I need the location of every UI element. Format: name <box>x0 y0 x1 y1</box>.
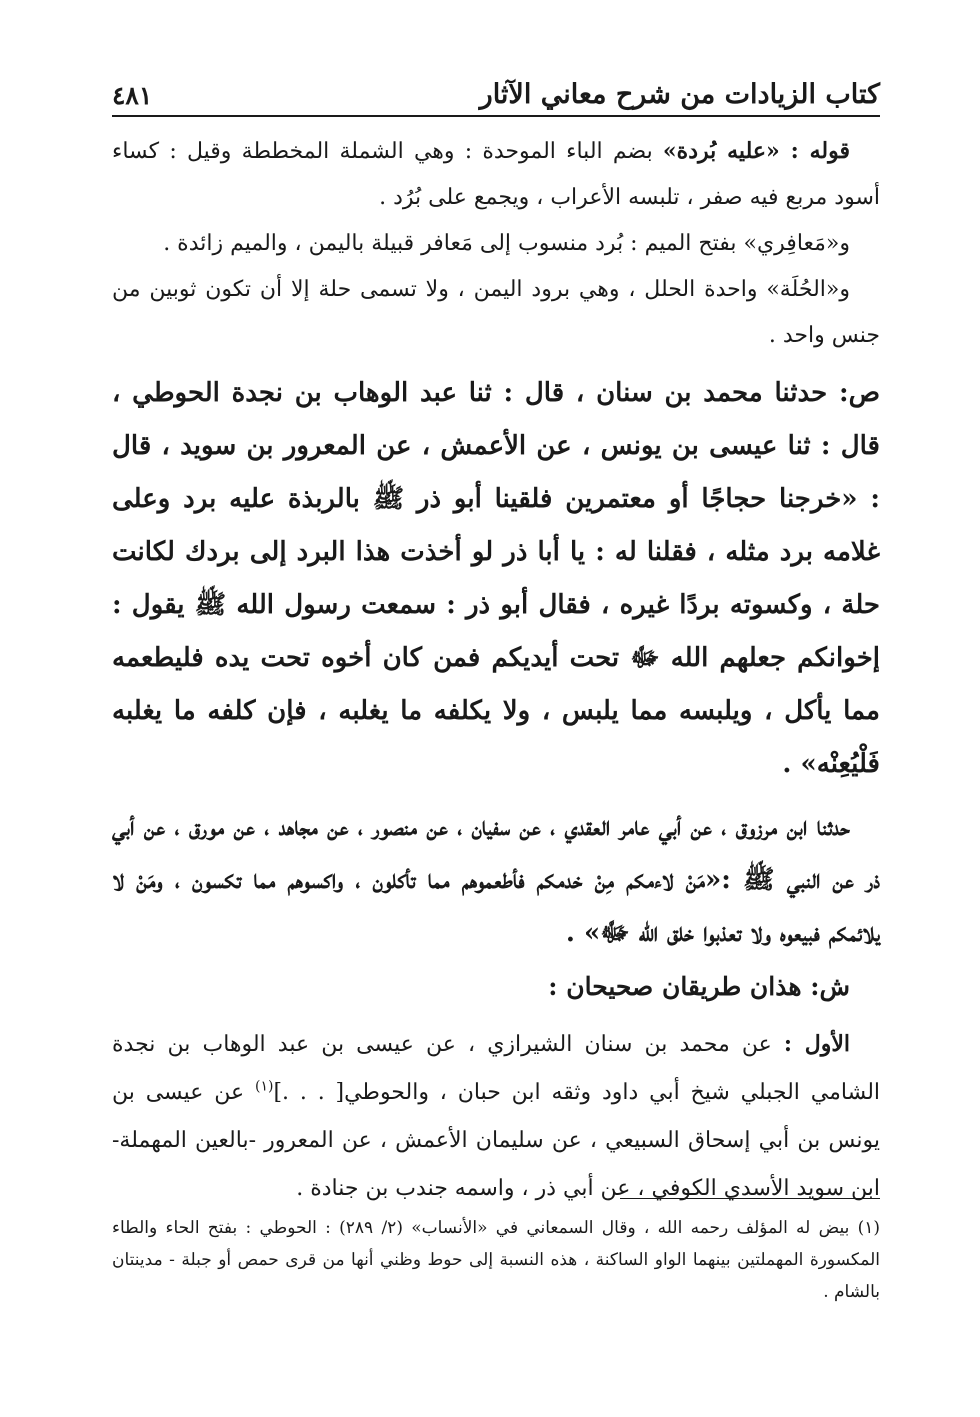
commentary-text-a: عن محمد بن سنان الشيرازي ، عن عيسى بن عبد الوهاب بن نجدة الشامي الجبلي شيخ أبي داود وثقه ابن حبان ، والحوطي[ . . .] <box>112 1032 881 1105</box>
commentary-text-b: عن عيسى بن يونس بن أبي إسحاق السبيعي ، عن سليمان الأعمش ، عن المعرور -بالعين المهملة- ابن سويد الأسدي الكوفي ، عن أبي ذر ، واسمه جندب بن جنادة . <box>112 1080 880 1201</box>
hadith-text-1: ص: حدثنا محمد بن سنان ، قال : ثنا عبد الوهاب بن نجدة الحوطي ، قال : ثنا عيسى بن يونس ، عن الأعمش ، عن المعرور بن سويد ، قال : «خرجنا حجاجًا أو معتمرين فلقينا أبو ذر ﷺ بالربذة عليه برد وعلى غلامه برد مثله ، فقلنا له : يا أبا ذر لو أخذت هذا البرد إلى بردك لكانت حلة ، وكسوته بردًا غيره ، فقال أبو ذر : سمعت رسول الله ﷺ يقول : إخوانكم جعلهم الله ﷻ تحت أيديكم فمن كان أخوه تحت يده فليطعمه مما يأكل ، ويلبسه مما يلبس ، ولا يكلفه ما يغلبه ، فإن كلفه ما يغلبه فَلْيُعِنْه» . <box>112 378 880 779</box>
footnote-reference[interactable]: (١) <box>254 1078 274 1095</box>
gloss-text: بضم الباء الموحدة : وهي الشملة المخططة وقيل : كساء أسود مربع فيه صفر ، تلبسه الأعراب ، ويجمع على بُرُد . <box>112 139 880 210</box>
gloss-paragraph-maafiri: و«مَعافِري» بفتح الميم : بُرد منسوب إلى مَعافر قبيلة باليمن ، والميم زائدة . <box>163 231 850 256</box>
main-text <box>112 128 880 1213</box>
header-rule <box>112 115 880 117</box>
running-header <box>112 62 880 110</box>
page-number: ٤٨١ <box>112 81 153 110</box>
commentary-paragraph <box>112 1020 880 1213</box>
book-title: كتاب الزيادات من شرح معاني الآثار <box>479 79 880 110</box>
commentary-heading: ش: هذان طريقان صحيحان : <box>548 972 850 1001</box>
footnote-rule <box>620 1198 880 1199</box>
commentary-lead: الأول : <box>783 1031 850 1057</box>
hadith-text-2: حدثنا ابن مرزوق ، عن أبي عامر العقدي ، عن سفيان ، عن منصور ، عن مجاهد ، عن مورق ، عن أبي ذر عن النبي ﷺ :«مَنْ لاءمكم مِنْ خدمكم فأطعموهم مما تأكلون ، واكسوهم مما تكسون ، ومَنْ لا يلائمكم فبيعوه ولا تعذبوا خلق الله ﷻ» . <box>112 812 880 948</box>
gloss-paragraph-hulla: و«الحُلَة» واحدة الحلل ، وهي برود اليمن ، ولا تسمى حلة إلا أن تكون ثوبين من جنس واحد . <box>112 277 880 348</box>
footnote <box>112 1212 880 1308</box>
gloss-lead-term: قوله : «عليه بُردة» <box>662 138 850 164</box>
footnote-text: (١) بيض له المؤلف رحمه الله ، وقال السمعاني في «الأنساب» (٢/ ٢٨٩) : الحوطي : بفتح الحاء والطاء المكسورة المهملتين بينهما الواو الساكنة ، هذه النسبة إلى حوط وظني أنها من قرى حمص أو جبلة - مدينتان بالشام . <box>112 1218 880 1302</box>
gloss-paragraph-burda <box>112 128 880 221</box>
